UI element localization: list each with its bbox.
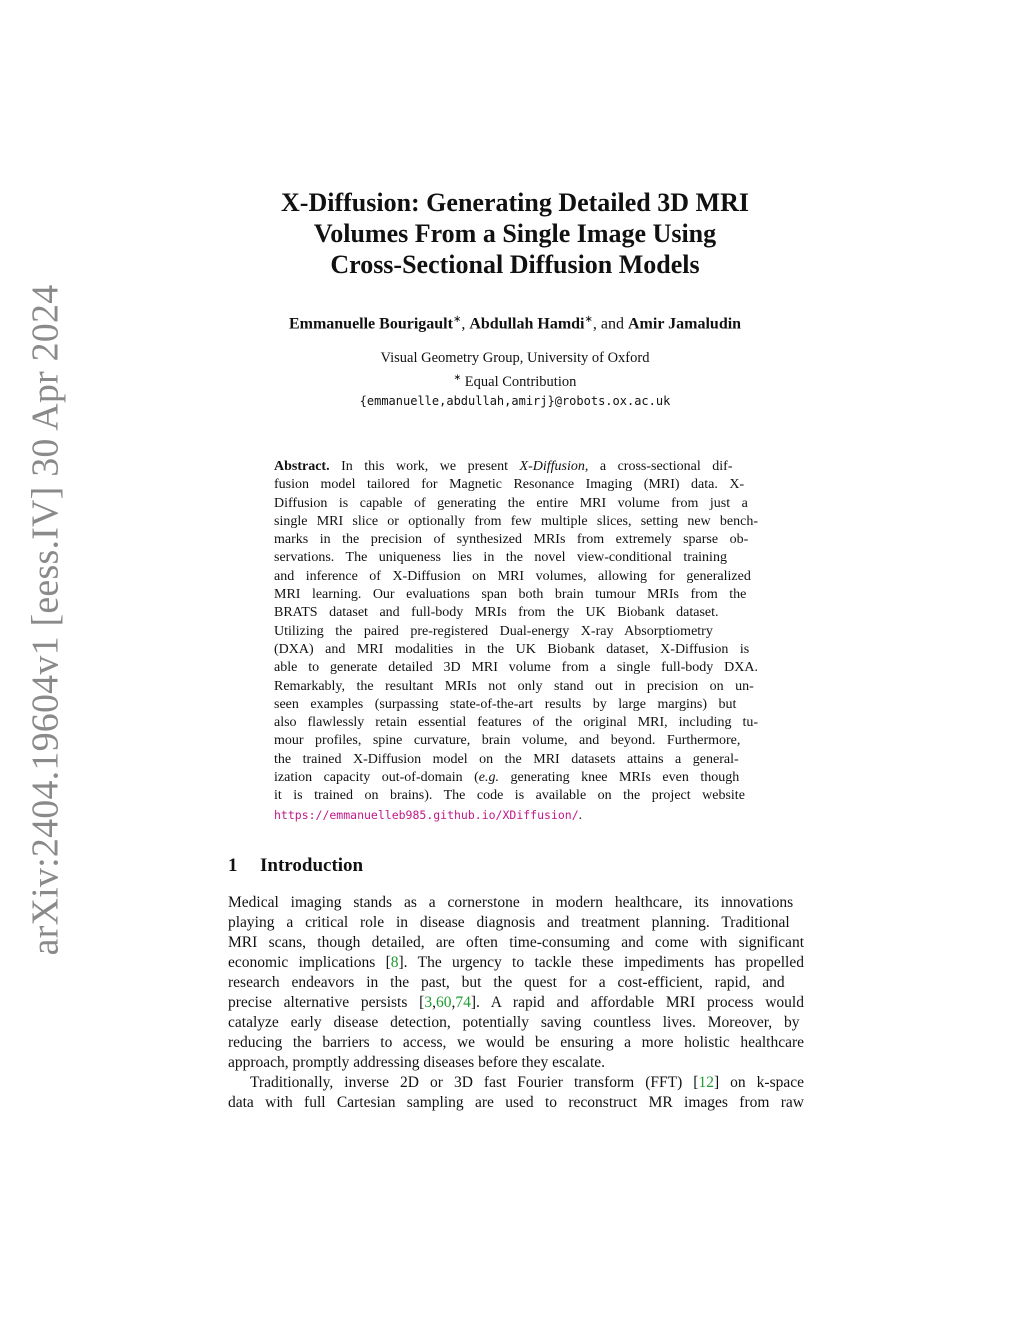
body-line [228, 933, 804, 953]
abstract-label: Abstract. [274, 459, 330, 474]
body-text: approach, promptly addressing diseases before they escalate. [228, 1054, 606, 1071]
abstract-line [274, 458, 758, 476]
abstract-line [274, 623, 758, 641]
abstract-text: Remarkably, the resultant MRIs not only stand out in precision on un- [274, 678, 754, 694]
body-line [228, 893, 804, 913]
abstract-line [274, 806, 758, 824]
arxiv-sidebar-stamp [22, 270, 68, 970]
abstract-text: (DXA) and MRI modalities in the UK Biobank dataset, X-Diffusion is [274, 641, 750, 657]
affiliation: Visual Geometry Group, University of Oxford [380, 350, 650, 366]
equal-contribution-mark: ∗ [452, 314, 462, 325]
body-text-part: ]. The urgency to tackle these impediments has propelled [398, 954, 804, 971]
abstract-text: In this work, we present [329, 459, 520, 474]
author-separator: , [461, 315, 470, 333]
paper-title [230, 187, 800, 280]
body-text-part: economic implications [ [228, 954, 391, 971]
abstract-text: Diffusion is capable of generating the entire MRI volume from just a [274, 495, 748, 511]
body-text-part: Traditionally, inverse 2D or 3D fast Fourier transform (FFT) [ [250, 1074, 699, 1091]
abstract-text: mour profiles, spine curvature, brain volume, and beyond. Furthermore, [274, 733, 741, 749]
body-line [228, 973, 804, 993]
abstract-text: , a cross-sectional dif- [584, 459, 733, 474]
abstract-text-part: ization capacity out-of-domain ( [274, 770, 479, 786]
abstract-text: seen examples (surpassing state-of-the-art results by large margins) but [274, 696, 737, 712]
title-line: X-Diffusion: Generating Detailed 3D MRI [281, 188, 749, 217]
abstract-line [274, 586, 758, 604]
equal-contribution-mark: ∗ [584, 314, 593, 325]
abstract-line [274, 714, 758, 732]
body-text-part: , [451, 994, 456, 1011]
affiliation-block [300, 349, 730, 411]
body-text-part: precise alternative persists [ [228, 994, 425, 1011]
abstract-abbrev: e.g. [478, 770, 499, 786]
abstract-text: and inference of X-Diffusion on MRI volumes, allowing for generalized [274, 568, 751, 584]
abstract-text: servations. The uniqueness lies in the novel view-conditional training [274, 550, 727, 566]
abstract-line [274, 495, 758, 513]
citation-link[interactable]: 74 [455, 994, 471, 1011]
body-line [228, 913, 804, 933]
abstract-line [274, 659, 758, 677]
author-emails[interactable]: {emmanuelle,abdullah,amirj}@robots.ox.ac.uk [359, 393, 671, 408]
citation-link[interactable]: 60 [435, 994, 452, 1011]
body-line [228, 1073, 804, 1093]
abstract-line [274, 678, 758, 696]
method-name: X-Diffusion [519, 459, 585, 474]
citation-link[interactable]: 3 [424, 994, 433, 1011]
arxiv-identifier: arXiv:2404.19604v1 [eess.IV] 30 Apr 2024 [24, 284, 67, 956]
abstract-text: BRATS dataset and full-body MRIs from the UK Biobank dataset. [274, 605, 719, 621]
abstract-text: marks in the precision of synthesized MRIs from extremely sparse ob- [274, 532, 749, 548]
section-number: 1 [228, 855, 238, 876]
equal-contribution-text: Equal Contribution [461, 373, 577, 390]
abstract-text: able to generate detailed 3D MRI volume from a single full-body DXA. [274, 660, 758, 676]
body-text: Medical imaging stands as a cornerstone in modern healthcare, its innovations [228, 894, 794, 911]
body-line [228, 1093, 804, 1113]
abstract-line [274, 531, 758, 549]
body-text: catalyze early disease detection, potentially saving countless lives. Moreover, by [228, 1014, 800, 1031]
author-name: Amir Jamaludin [628, 315, 742, 333]
title-line: Cross-Sectional Diffusion Models [330, 250, 700, 279]
abstract-line [274, 751, 758, 769]
abstract-text: fusion model tailored for Magnetic Resonance Imaging (MRI) data. X- [274, 477, 745, 493]
abstract-line [274, 604, 758, 622]
abstract-line [274, 513, 758, 531]
abstract-line [274, 641, 758, 659]
body-text: reducing the barriers to access, we would be ensuring a more holistic healthcare [228, 1034, 804, 1051]
author-separator: , and [592, 315, 628, 333]
abstract-text: it is trained on brains). The code is available on the project website [274, 788, 745, 804]
abstract-line [274, 568, 758, 586]
body-line [228, 1053, 804, 1073]
body-text-part: , [432, 994, 436, 1011]
body-text-part: ]. A rapid and affordable MRI process would [470, 994, 804, 1011]
body-text [250, 1073, 804, 1093]
abstract-line [274, 732, 758, 750]
abstract-line [274, 769, 758, 787]
abstract-text: Utilizing the paired pre-registered Dual-energy X-ray Absorptiometry [274, 623, 713, 639]
citation-link[interactable]: 8 [390, 954, 399, 971]
abstract-text-part: generating knee MRIs even though [498, 770, 740, 786]
project-website-link[interactable]: https://emmanuelleb985.github.io/XDiffusion/ [274, 807, 579, 822]
body-text-part: ] on k-space [713, 1074, 804, 1091]
abstract-text [274, 806, 582, 824]
abstract-text: also flawlessly retain essential features of the original MRI, including tu- [274, 715, 758, 731]
abstract-text-part: . [578, 807, 583, 823]
abstract-text: single MRI slice or optionally from few multiple slices, setting new bench- [274, 513, 758, 529]
body-text [228, 993, 804, 1013]
abstract-text: MRI learning. Our evaluations span both brain tumour MRIs from the [274, 587, 747, 603]
abstract-line [274, 696, 758, 714]
abstract [274, 458, 758, 824]
body-text: MRI scans, though detailed, are often time-consuming and come with significant [228, 934, 804, 951]
body-text [228, 953, 804, 973]
abstract-line [274, 476, 758, 494]
citation-link[interactable]: 12 [698, 1074, 714, 1091]
body-text: playing a critical role in disease diagnosis and treatment planning. Traditional [228, 914, 790, 931]
abstract-line [274, 549, 758, 567]
introduction-body [228, 893, 804, 1113]
section-title: Introduction [260, 855, 364, 876]
abstract-first-line [274, 458, 733, 476]
author-name: Abdullah Hamdi [469, 315, 585, 333]
abstract-text: the trained X-Diffusion model on the MRI datasets attains a general- [274, 751, 739, 767]
body-line [228, 1033, 804, 1053]
author-name: Emmanuelle Bourigault [288, 315, 453, 333]
equal-contribution-mark: ∗ [453, 372, 462, 382]
author-list [200, 314, 830, 333]
body-line [228, 953, 804, 973]
body-text: research endeavors in the past, but the quest for a cost-efficient, rapid, and [228, 974, 785, 991]
body-text: data with full Cartesian sampling are used to reconstruct MR images from raw [228, 1094, 804, 1111]
abstract-line [274, 787, 758, 805]
section-heading [228, 855, 363, 877]
body-line [228, 993, 804, 1013]
abstract-text [274, 769, 739, 787]
equal-contribution-note [300, 368, 730, 392]
title-line: Volumes From a Single Image Using [313, 219, 717, 248]
body-line [228, 1013, 804, 1033]
